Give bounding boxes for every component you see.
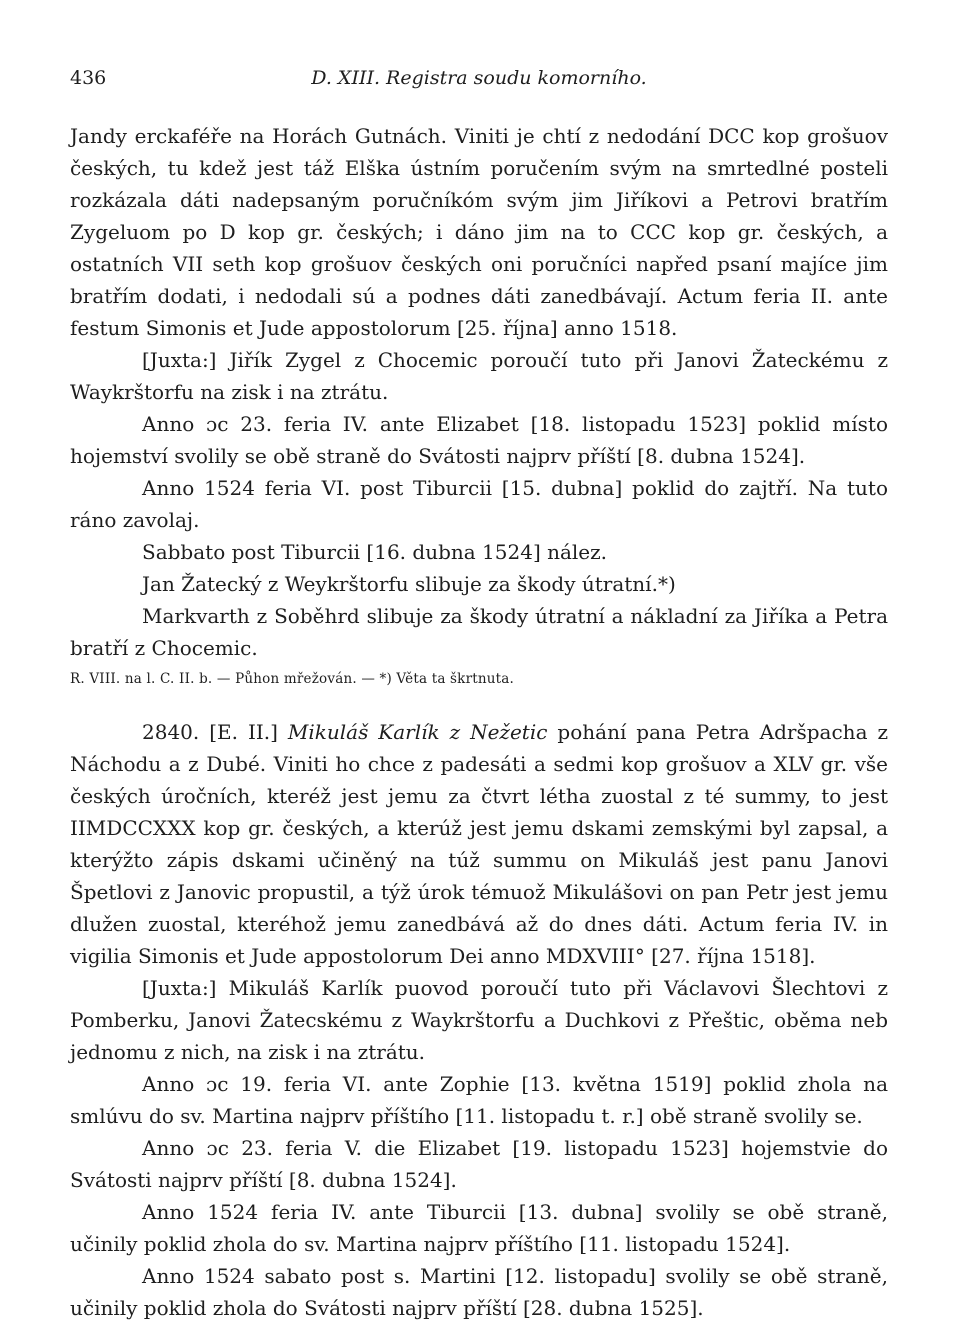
paragraph: Jan Žatecký z Weykrštorfu slibuje za škody útratní.*) — [142, 572, 676, 596]
footnote: R. VIII. na l. C. II. b. — Půhon mřežován. — *) Věta ta škrtnuta. — [70, 671, 514, 687]
paragraph: Anno ɔc 23. feria V. die Elizabet [19. listopadu 1523] hojemstvie do Svátosti najprv příští [8. dubna 1524]. — [70, 1136, 888, 1192]
entry-number: 2840. [E. II.] — [142, 720, 278, 744]
page-number: 436 — [70, 67, 107, 89]
text-body — [70, 120, 888, 1324]
page — [70, 62, 888, 1324]
paragraph: Markvarth z Soběhrd slibuje za škody útratní a nákladní za Jiříka a Petra bratří z Chocemic. — [70, 604, 888, 660]
paragraph: Jandy erckaféře na Horách Gutnách. Viniti je chtí z nedodání DCC kop grošuov českých, tu kdež jest táž Elška ústním poručením svým na smrtedlné posteli rozkázala dáti nadepsaným poručníkóm svým jim Jiříkovi a Petrovi bratřím Zygeluom po D kop gr. českých; i dáno jim na to CCC kop gr. českých, a ostatních VII seth kop grošuov českých oni poručníci napřed psaní majíce jim bratřím dodati, i nedodali sú a podnes dáti zanedbávají. Actum feria II. ante festum Simonis et Jude appostolorum [25. října] anno 1518. — [70, 124, 888, 340]
page-header — [70, 62, 888, 102]
paragraph: Anno ɔc 23. feria IV. ante Elizabet [18. listopadu 1523] poklid místo hojemství svolily se obě straně do Svátosti najprv příští [8. dubna 1524]. — [70, 412, 888, 468]
running-title: D. XIII. Registra soudu komorního. — [311, 67, 647, 89]
paragraph: [Juxta:] Jiřík Zygel z Chocemic poroučí tuto při Janovi Žateckému z Waykrštorfu na zisk i na ztrátu. — [70, 348, 888, 404]
paragraph: Sabbato post Tiburcii [16. dubna 1524] nález. — [142, 540, 608, 564]
entry-2840 — [70, 716, 888, 972]
paragraph: Anno 1524 feria IV. ante Tiburcii [13. dubna] svolily se obě straně, učinily poklid zhola do sv. Martina najprv příštího [11. listopadu 1524]. — [70, 1200, 888, 1256]
paragraph: [Juxta:] Mikuláš Karlík puovod poroučí tuto při Václavovi Šlechtovi z Pomberku, Janovi Žatecskému z Waykrštorfu a Duchkovi z Přeštic, oběma neb jednomu z nich, na zisk i na ztrátu. — [70, 976, 888, 1064]
paragraph: Anno 1524 feria VI. post Tiburcii [15. dubna] poklid do zajtří. Na tuto ráno zavolaj. — [70, 476, 888, 532]
paragraph: Anno ɔc 19. feria VI. ante Zophie [13. května 1519] poklid zhola na smlúvu do sv. Martina najprv příštího [11. listopadu t. r.] obě straně svolily se. — [70, 1072, 888, 1128]
entry-name: Mikuláš Karlík z Nežetic — [287, 720, 548, 744]
entry-text: pohání pana Petra Adršpacha z Náchodu a z Dubé. Viniti ho chce z padesáti a sedmi kop grošuov a XLV gr. vše českých úročních, kteréž jest jemu za čtvrt létha zuostal z té summy, to jest IIMDCCXXX kop gr. českých, a kterúž jest jemu dskami zemskými byl zapsal, a kterýžto zápis dskami učiněný na túž summu on Mikuláš jest panu Janovi Špetlovi z Janovic propustil, a týž úrok témuož Mikulášovi on pan Petr jest jemu dlužen zuostal, kteréhož jemu zanedbává až do dnes dáti. Actum feria IV. in vigilia Simonis et Jude appostolorum Dei anno MDXVIII° [27. října 1518]. — [70, 720, 888, 968]
paragraph: Anno 1524 sabato post s. Martini [12. listopadu] svolily se obě straně, učinily poklid zhola do Svátosti najprv příští [28. dubna 1525]. — [70, 1264, 888, 1320]
